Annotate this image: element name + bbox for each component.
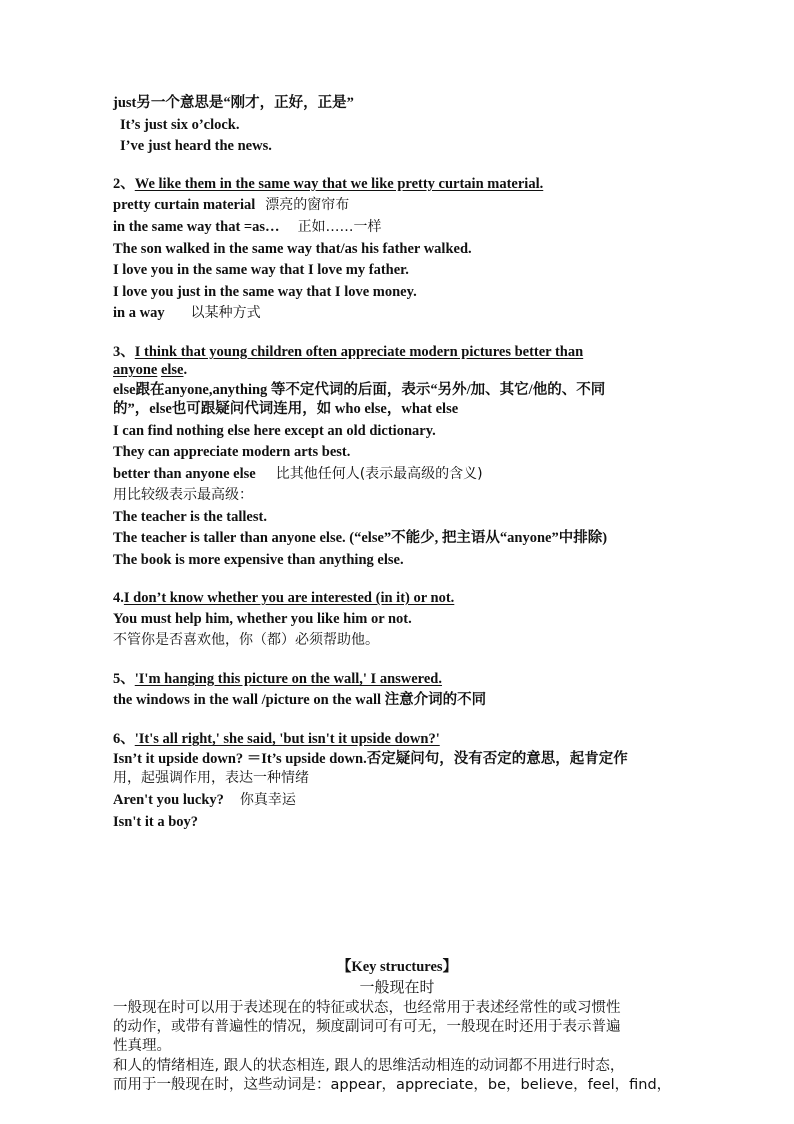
section-6-title bbox=[113, 730, 440, 748]
paragraph-line: 性真理。 bbox=[113, 1038, 171, 1054]
example-line: I love you just in the same way that I love money. bbox=[113, 284, 417, 300]
paragraph-line: 和人的情绪相连, 跟人的状态相连, 跟人的思维活动相连的动词都不用进行时态， bbox=[113, 1058, 625, 1074]
example-line: The teacher is taller than anyone else. (“else”不能少, 把主语从“anyone”中排除) bbox=[113, 530, 608, 546]
note-line: 用，起强调作用，表达一种情绪 bbox=[113, 770, 309, 786]
phrase-line: in a way 以某种方式 bbox=[113, 305, 261, 321]
just-meaning-line: just另一个意思是“刚才，正好，正是” bbox=[113, 95, 354, 111]
paragraph-line: 一般现在时可以用于表述现在的特征或状态，也经常用于表述经常性的或习惯性 bbox=[113, 1000, 621, 1016]
section-5-title bbox=[113, 670, 442, 688]
key-sentence: I think that young children often appreciate modern pictures better than bbox=[134, 344, 584, 360]
section-4-title bbox=[113, 589, 454, 607]
note-line: Isn’t it upside down? ＝It’s upside down.否定疑问句，没有否定的意思，起肯定作 bbox=[113, 751, 628, 767]
section-3-title bbox=[113, 343, 583, 361]
key-sentence: I don’t know whether you are interested (in it) or not. bbox=[123, 590, 455, 606]
phrase-line: Aren't you lucky? 你真幸运 bbox=[113, 792, 296, 808]
section-number: 2、 bbox=[113, 176, 135, 192]
phrase-line: better than anyone else 比其他任何人(表示最高级的含义) bbox=[113, 466, 483, 482]
example-line: Isn't it a boy? bbox=[113, 814, 199, 830]
key-sentence: We like them in the same way that we like pretty curtain material. bbox=[134, 176, 544, 192]
example-line: The son walked in the same way that/as his father walked. bbox=[113, 241, 472, 257]
section-2-title bbox=[113, 175, 543, 193]
example-line: I’ve just heard the news. bbox=[120, 138, 272, 154]
paragraph-line: 而用于一般现在时，这些动词是：appear，appreciate，be，believe，feel，find， bbox=[113, 1077, 672, 1093]
key-sentence: 'I'm hanging this picture on the wall,' I answered. bbox=[134, 671, 442, 687]
note-line: 的”，else也可跟疑问代词连用，如 who else，what else bbox=[113, 401, 459, 417]
section-number: 6、 bbox=[113, 731, 135, 747]
translation-line: 不管你是否喜欢他，你（都）必须帮助他。 bbox=[113, 632, 379, 648]
example-line: They can appreciate modern arts best. bbox=[113, 444, 351, 460]
paragraph-line: 的动作，或带有普遍性的情况，频度副词可有可无，一般现在时还用于表示普遍 bbox=[113, 1019, 621, 1035]
key-sentence: 'It's all right,' she said, 'but isn't it upside down?' bbox=[134, 731, 440, 747]
example-line: The book is more expensive than anything else. bbox=[113, 552, 404, 568]
key-structures-heading: 【Key structures】 bbox=[336, 959, 458, 975]
example-line: I love you in the same way that I love my father. bbox=[113, 262, 409, 278]
note-line: the windows in the wall /picture on the wall 注意介词的不同 bbox=[113, 692, 487, 708]
example-line: You must help him, whether you like him or not. bbox=[113, 611, 412, 627]
section-number: 5、 bbox=[113, 671, 135, 687]
phrase-line: in the same way that =as… 正如……一样 bbox=[113, 219, 382, 235]
phrase-line: pretty curtain material 漂亮的窗帘布 bbox=[113, 197, 350, 213]
note-line: else跟在anyone,anything 等不定代词的后面，表示“另外/加、其它/他的、不同 bbox=[113, 382, 606, 398]
example-line: It’s just six o’clock. bbox=[120, 117, 240, 133]
grammar-topic-title: 一般现在时 bbox=[359, 978, 435, 996]
example-line: I can find nothing else here except an old dictionary. bbox=[113, 423, 436, 439]
section-3-title-cont: anyone else. bbox=[113, 362, 188, 378]
example-line: The teacher is the tallest. bbox=[113, 509, 267, 525]
section-number: 3、 bbox=[113, 344, 135, 360]
section-number: 4. bbox=[113, 590, 124, 606]
note-line: 用比较级表示最高级： bbox=[113, 487, 253, 503]
